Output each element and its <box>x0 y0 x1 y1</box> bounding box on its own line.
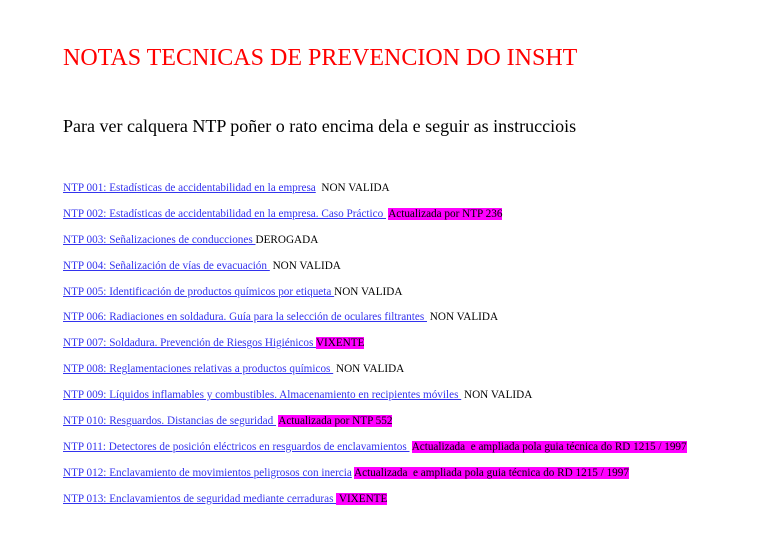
ntp-item-009 <box>63 388 687 414</box>
ntp-item-007 <box>63 336 687 362</box>
ntp-link-013[interactable]: NTP 013: Enclavamientos de seguridad mediante cerraduras <box>63 492 337 505</box>
status-label-highlighted: Actualizada por NTP 552 <box>278 415 393 428</box>
status-label-highlighted: Actualizada e ampliada pola guia técnica do RD 1215 / 1997 <box>411 440 687 453</box>
instructions-text: Para ver calquera NTP poñer o rato encima dela e seguir as instrucciois <box>63 116 577 136</box>
ntp-item-005 <box>63 285 687 311</box>
ntp-item-004 <box>63 259 687 285</box>
ntp-link-001[interactable]: NTP 001: Estadísticas de accidentabilidad en la empresa <box>63 182 316 194</box>
ntp-item-003 <box>63 233 687 259</box>
status-label: NON VALIDA <box>334 285 403 298</box>
status-label-highlighted: Actualizada por NTP 236 <box>388 207 503 220</box>
ntp-item-012 <box>63 466 687 492</box>
ntp-item-008 <box>63 362 687 388</box>
ntp-link-011[interactable]: NTP 011: Detectores de posición eléctricos en resguardos de enclavamientos <box>63 440 410 453</box>
status-label: NON VALIDA <box>464 389 533 402</box>
page-title: NOTAS TECNICAS DE PREVENCION DO INSHT <box>63 45 578 71</box>
ntp-link-005[interactable]: NTP 005: Identificación de productos químicos por etiqueta <box>63 285 335 298</box>
ntp-item-011 <box>63 440 687 466</box>
status-label: NON VALIDA <box>336 363 405 376</box>
ntp-link-006[interactable]: NTP 006: Radiaciones en soldadura. Guía para la selección de oculares filtrantes <box>63 311 427 324</box>
ntp-list <box>63 181 687 518</box>
ntp-link-008[interactable]: NTP 008: Reglamentaciones relativas a productos químicos <box>63 363 334 376</box>
ntp-link-007[interactable]: NTP 007: Soldadura. Prevención de Riesgos Higiénicos <box>63 337 316 350</box>
ntp-link-010[interactable]: NTP 010: Resguardos. Distancias de seguridad <box>63 415 277 428</box>
ntp-item-010 <box>63 414 687 440</box>
ntp-item-006 <box>63 310 687 336</box>
ntp-link-002[interactable]: NTP 002: Estadísticas de accidentabilidad en la empresa. Caso Práctico <box>63 207 386 220</box>
ntp-item-002 <box>63 207 687 233</box>
status-label-highlighted: Actualizada e ampliada pola guia técnica do RD 1215 / 1997 <box>354 466 629 479</box>
ntp-item-013 <box>63 492 687 518</box>
ntp-link-012[interactable]: NTP 012: Enclavamiento de movimientos peligrosos con inercia <box>63 466 352 479</box>
status-label: NON VALIDA <box>429 311 499 324</box>
ntp-link-004[interactable]: NTP 004: Señalización de vías de evacuación <box>63 259 270 272</box>
status-label: NON VALIDA <box>272 259 341 272</box>
ntp-link-009[interactable]: NTP 009: Líquidos inflamables y combustibles. Almacenamiento en recipientes móviles <box>63 389 462 402</box>
ntp-link-003[interactable]: NTP 003: Señalizaciones de conducciones <box>63 233 256 246</box>
status-label: DEROGADA <box>255 233 319 246</box>
ntp-item-001 <box>63 181 687 207</box>
status-label: NON VALIDA <box>321 182 390 194</box>
status-label-highlighted: VIXENTE <box>336 492 388 505</box>
status-label-highlighted: VIXENTE <box>315 337 365 350</box>
